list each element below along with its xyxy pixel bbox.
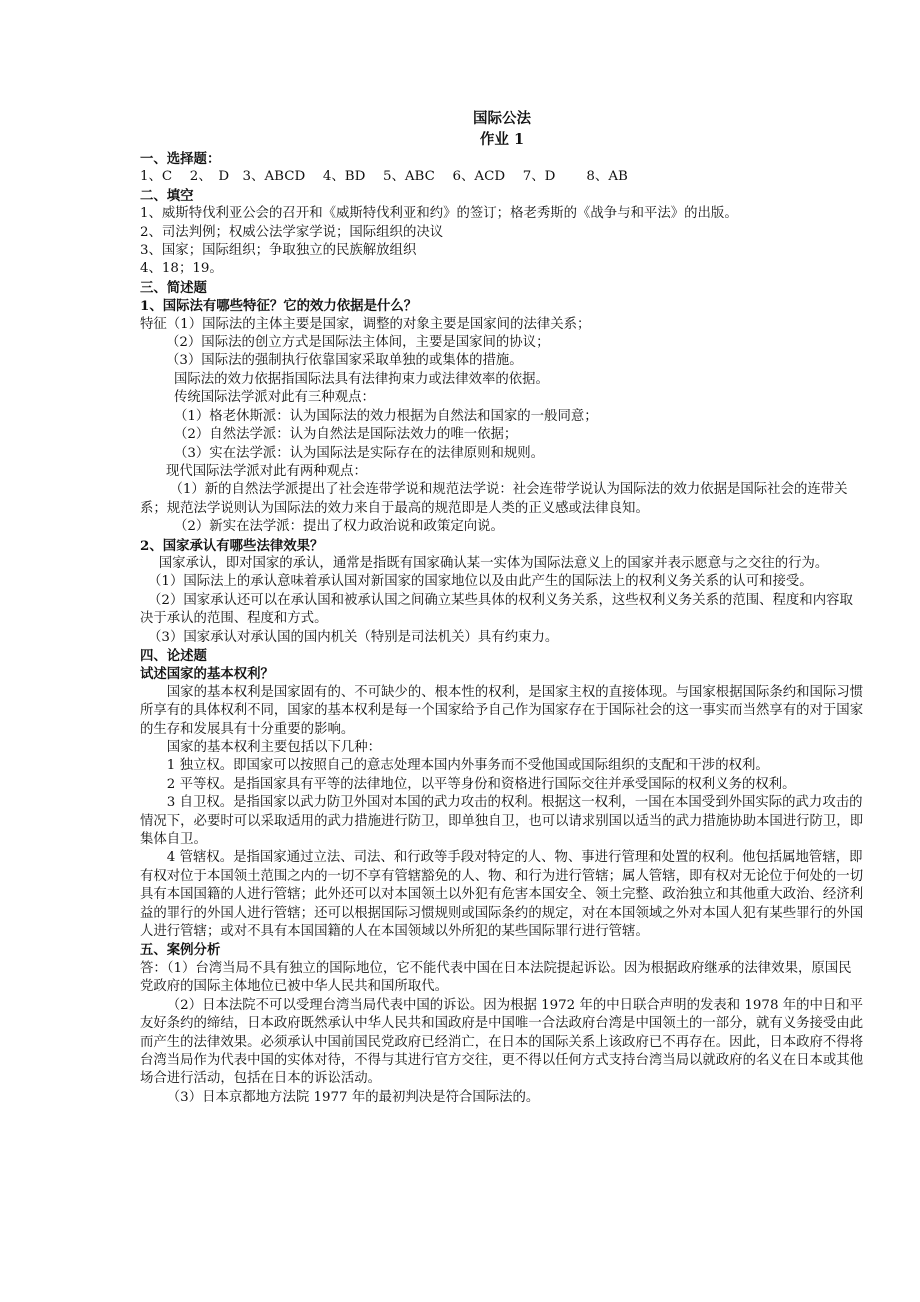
case-para: （3）日本京都地方法院 1977 年的最初判决是符合国际法的。 (166, 1089, 540, 1105)
q1-line: （2）自然法学派：认为自然法是国际法效力的唯一依据； (174, 427, 518, 443)
section-5-heading: 五、案例分析 (140, 942, 221, 959)
q1-line: （1）新的自然法学派提出了社会连带学说和规范法学说：社会连带学说认为国际法的效力依据是国际社会的连带关系；规范法学说则认为国际法的效力来自于最高的规范即是人类的正义感或法律良知。 (140, 482, 848, 516)
fill-line-3: 3、国家；国际组织；争取独立的民族解放组织 (140, 243, 417, 259)
q2-line: （3）国家承认对承认国的国内机关（特别是司法机关）具有约束力。 (148, 629, 559, 645)
essay-para: 1 独立权。即国家可以按照自己的意志处理本国内外事务而不受他国或国际组织的支配和干涉的权利。 (166, 758, 769, 774)
q1-line: （2）国际法的创立方式是国际法主体间，主要是国家间的协议； (166, 335, 550, 351)
section-1-heading: 一、选择题： (140, 151, 221, 167)
doc-title: 国际公法 (473, 110, 531, 127)
q2-line: （1）国际法上的承认意味着承认国对新国家的国家地位以及由此产生的国际法上的权利义务关系的认可和接受。 (148, 574, 813, 590)
mcq-answers: 1、C 2、 D 3、ABCD 4、BD 5、ABC 6、ACD 7、D 8、AB (140, 169, 628, 185)
fill-line-4: 4、18；19。 (140, 261, 223, 277)
question-1-heading: 1、国际法有哪些特征？它的效力依据是什么？ (140, 298, 418, 315)
q1-line: （3）实在法学派：认为国际法是实际存在的法律原则和规则。 (174, 445, 545, 461)
doc-subtitle: 作业 1 (479, 131, 525, 148)
section-3-heading: 三、简述题 (140, 279, 207, 296)
case-para: （2）日本法院不可以受理台湾当局代表中国的诉讼。因为根据 1972 年的中日联合声明的发表和 1978 年的中日和平友好条约的缔结，日本政府既然承认中华人民共和国政府是中国唯一合法政府台湾是中国领土的一部分，就有义务接受由此而产生的法律效果。必须承认中国前国民党政府已经消亡，在日本的国际关系上该政府已不再存在。因此，日本政府不得将台湾当局作为代表中国的实体对待，不得与其进行官方交往，更不得以任何方式支持台湾当局以就政府的名义在日本或其他场合进行活动，包括在日本的诉讼活动。 (140, 997, 864, 1087)
fill-line-2: 2、司法判例；权威公法学家学说；国际组织的决议 (140, 224, 444, 240)
section-4-heading: 四、论述题 (140, 647, 207, 664)
essay-para: 2 平等权。是指国家具有平等的法律地位，以平等身份和资格进行国际交往并承受国际的权利义务的权利。 (166, 776, 796, 792)
q2-line: （2）国家承认还可以在承认国和被承认国之间确立某些具体的权利义务关系，这些权利义务关系的范围、程度和内容取决于承认的范围、程度和方式。 (140, 592, 853, 627)
case-para: 答：（1）台湾当局不具有独立的国际地位，它不能代表中国在日本法院提起诉讼。因为根据政府继承的法律效果，原国民党政府的国际主体地位已被中华人民共和国所取代。 (140, 960, 852, 995)
section-2-heading: 二、填空 (140, 187, 194, 204)
essay-para: 国家的基本权利主要包括以下几种： (166, 740, 382, 755)
q1-line: （2）新实在法学派：提出了权力政治说和政策定向说。 (174, 519, 504, 535)
essay-para: 3 自卫权。是指国家以武力防卫外国对本国的武力攻击的权利。根据这一权利，一国在本国受到外国实际的武力攻击的情况下，必要时可以采取适用的武力措施进行防卫，即单独自卫，也可以请求别国以适当的武力措施协助本国进行防卫，即集体自卫。 (140, 795, 864, 848)
question-2-heading: 2、国家承认有哪些法律效果？ (140, 537, 324, 554)
q1-line: （1）格老休斯派：认为国际法的效力根据为自然法和国家的一般同意； (174, 408, 598, 424)
fill-line-1: 1、威斯特伐利亚公会的召开和《威斯特伐利亚和约》的签订；格老秀斯的《战争与和平法》的出版。 (140, 206, 738, 222)
q2-line: 国家承认，即对国家的承认，通常是指既有国家确认某一实体为国际法意义上的国家并表示愿意与之交往的行为。 (158, 555, 829, 571)
q1-line: 国际法的效力依据指国际法具有法律拘束力或法律效率的依据。 (174, 371, 549, 387)
q1-line: 现代国际法学派对此有两种观点： (166, 463, 367, 479)
q1-line: （3）国际法的强制执行依靠国家采取单独的或集体的措施。 (166, 353, 523, 369)
essay-para: 国家的基本权利是国家固有的、不可缺少的、根本性的权利，是国家主权的直接体现。与国家根据国际条约和国际习惯所享有的具体权利不同，国家的基本权利是每一个国家给予自己作为国家存在于国际社会的这一事实而当然享有的对于国家的生存和发展具有十分重要的影响。 (140, 684, 864, 737)
q1-line: 传统国际法学派对此有三种观点： (174, 390, 375, 406)
essay-heading: 试述国家的基本权利？ (140, 666, 274, 683)
essay-para: 4 管辖权。是指国家通过立法、司法、和行政等手段对特定的人、物、事进行管理和处置的权利。他包括属地管辖，即有权对位于本国领土范围之内的一切不享有管辖豁免的人、物、和行为进行管辖；属人管辖，即有权对无论位于何处的一切具有本国国籍的人进行管辖；此外还可以对本国领土以外犯有危害本国安全、领土完整、政治独立和其他重大政治、经济利益的罪行的外国人进行管辖；还可以根据国际习惯规则或国际条约的规定，对在本国领域之外对本国人犯有某些罪行的外国人进行管辖；或对不具有本国国籍的人在本国领域以外所犯的某些国际罪行进行管辖。 (140, 850, 864, 940)
q1-line: 特征（1）国际法的主体主要是国家，调整的对象主要是国家间的法律关系； (140, 316, 591, 332)
